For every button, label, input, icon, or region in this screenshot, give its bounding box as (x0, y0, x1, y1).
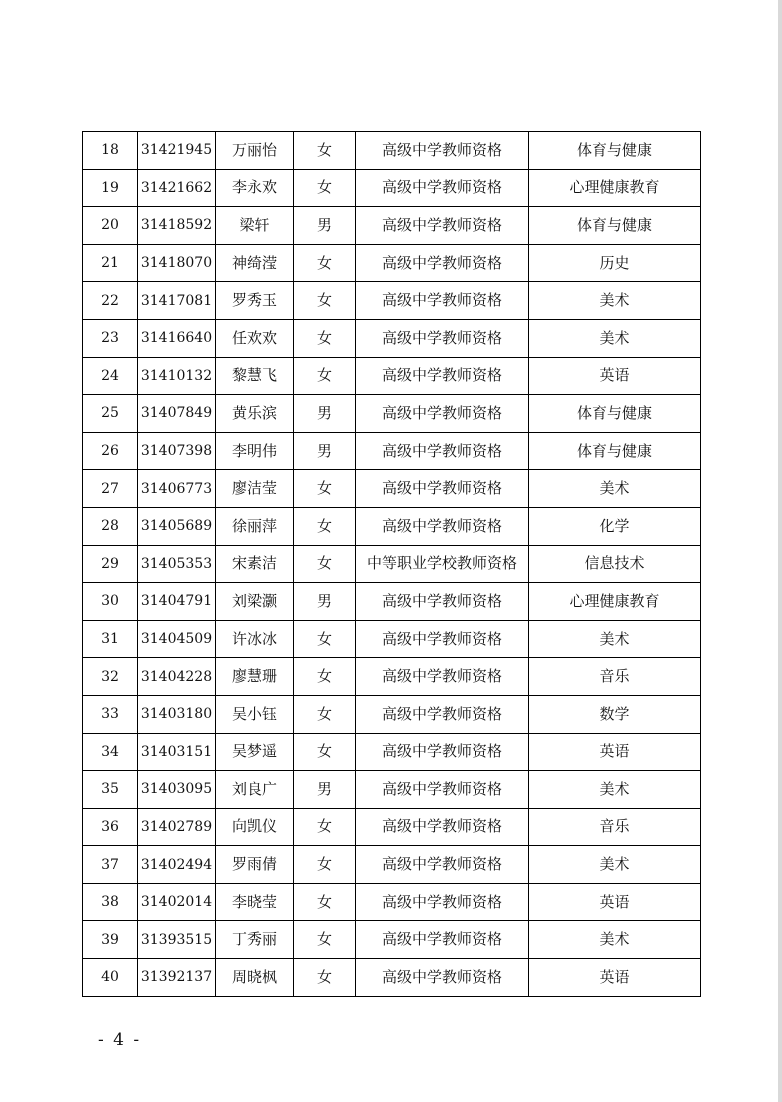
page-number: - 4 - (98, 1030, 142, 1050)
gender-cell: 女 (294, 846, 356, 884)
candidate-id-cell: 31402014 (138, 883, 216, 921)
name-cell: 李明伟 (216, 432, 294, 470)
gender-cell: 女 (294, 620, 356, 658)
qualification-cell: 高级中学教师资格 (356, 583, 529, 621)
table-row (83, 883, 701, 921)
gender-cell: 女 (294, 658, 356, 696)
gender-cell: 女 (294, 169, 356, 207)
row-number-cell: 37 (83, 846, 138, 884)
qualification-cell: 高级中学教师资格 (356, 282, 529, 320)
subject-cell: 美术 (529, 771, 701, 809)
gender-cell: 男 (294, 583, 356, 621)
row-number-cell: 27 (83, 470, 138, 508)
row-number-cell: 38 (83, 883, 138, 921)
candidate-id-cell: 31407398 (138, 432, 216, 470)
gender-cell: 女 (294, 695, 356, 733)
candidate-id-cell: 31403095 (138, 771, 216, 809)
candidate-id-cell: 31418070 (138, 244, 216, 282)
row-number-cell: 30 (83, 583, 138, 621)
table-row (83, 207, 701, 245)
subject-cell: 英语 (529, 959, 701, 997)
subject-cell: 美术 (529, 282, 701, 320)
gender-cell: 女 (294, 244, 356, 282)
name-cell: 任欢欢 (216, 319, 294, 357)
table-row (83, 695, 701, 733)
candidate-id-cell: 31402494 (138, 846, 216, 884)
qualification-cell: 高级中学教师资格 (356, 244, 529, 282)
name-cell: 许冰冰 (216, 620, 294, 658)
subject-cell: 历史 (529, 244, 701, 282)
name-cell: 罗秀玉 (216, 282, 294, 320)
qualification-cell: 高级中学教师资格 (356, 319, 529, 357)
table-row (83, 771, 701, 809)
name-cell: 吴梦遥 (216, 733, 294, 771)
page-edge (778, 0, 782, 1102)
candidate-id-cell: 31403180 (138, 695, 216, 733)
qualification-cell: 高级中学教师资格 (356, 959, 529, 997)
row-number-cell: 33 (83, 695, 138, 733)
qualification-cell: 高级中学教师资格 (356, 207, 529, 245)
name-cell: 黄乐滨 (216, 395, 294, 433)
name-cell: 神绮滢 (216, 244, 294, 282)
row-number-cell: 25 (83, 395, 138, 433)
row-number-cell: 24 (83, 357, 138, 395)
qualification-cell: 高级中学教师资格 (356, 883, 529, 921)
gender-cell: 女 (294, 959, 356, 997)
row-number-cell: 19 (83, 169, 138, 207)
qualification-cell: 高级中学教师资格 (356, 921, 529, 959)
gender-cell: 女 (294, 319, 356, 357)
gender-cell: 女 (294, 545, 356, 583)
subject-cell: 数学 (529, 695, 701, 733)
subject-cell: 英语 (529, 357, 701, 395)
row-number-cell: 36 (83, 808, 138, 846)
qualification-cell: 高级中学教师资格 (356, 132, 529, 170)
gender-cell: 女 (294, 357, 356, 395)
candidate-id-cell: 31417081 (138, 282, 216, 320)
row-number-cell: 21 (83, 244, 138, 282)
table-row (83, 583, 701, 621)
qualification-cell: 高级中学教师资格 (356, 846, 529, 884)
name-cell: 廖慧珊 (216, 658, 294, 696)
table-row (83, 282, 701, 320)
table-row (83, 846, 701, 884)
candidate-id-cell: 31404509 (138, 620, 216, 658)
row-number-cell: 32 (83, 658, 138, 696)
roster-table (82, 131, 701, 997)
gender-cell: 女 (294, 132, 356, 170)
table-row (83, 395, 701, 433)
table-row (83, 470, 701, 508)
candidate-id-cell: 31405689 (138, 507, 216, 545)
qualification-cell: 高级中学教师资格 (356, 470, 529, 508)
qualification-cell: 高级中学教师资格 (356, 395, 529, 433)
qualification-cell: 高级中学教师资格 (356, 432, 529, 470)
candidate-id-cell: 31416640 (138, 319, 216, 357)
subject-cell: 美术 (529, 470, 701, 508)
candidate-id-cell: 31393515 (138, 921, 216, 959)
name-cell: 丁秀丽 (216, 921, 294, 959)
qualification-cell: 高级中学教师资格 (356, 620, 529, 658)
candidate-id-cell: 31418592 (138, 207, 216, 245)
candidate-id-cell: 31421945 (138, 132, 216, 170)
candidate-id-cell: 31407849 (138, 395, 216, 433)
qualification-cell: 高级中学教师资格 (356, 658, 529, 696)
subject-cell: 体育与健康 (529, 395, 701, 433)
candidate-id-cell: 31405353 (138, 545, 216, 583)
table-row (83, 319, 701, 357)
name-cell: 梁轩 (216, 207, 294, 245)
candidate-id-cell: 31392137 (138, 959, 216, 997)
row-number-cell: 20 (83, 207, 138, 245)
row-number-cell: 22 (83, 282, 138, 320)
subject-cell: 英语 (529, 883, 701, 921)
table-row (83, 921, 701, 959)
subject-cell: 英语 (529, 733, 701, 771)
name-cell: 向凯仪 (216, 808, 294, 846)
candidate-id-cell: 31410132 (138, 357, 216, 395)
subject-cell: 体育与健康 (529, 432, 701, 470)
row-number-cell: 31 (83, 620, 138, 658)
qualification-cell: 高级中学教师资格 (356, 169, 529, 207)
gender-cell: 女 (294, 921, 356, 959)
qualification-cell: 高级中学教师资格 (356, 733, 529, 771)
table-row (83, 132, 701, 170)
name-cell: 罗雨倩 (216, 846, 294, 884)
subject-cell: 信息技术 (529, 545, 701, 583)
candidate-id-cell: 31406773 (138, 470, 216, 508)
subject-cell: 心理健康教育 (529, 583, 701, 621)
table-row (83, 507, 701, 545)
gender-cell: 女 (294, 883, 356, 921)
gender-cell: 女 (294, 470, 356, 508)
table-row (83, 545, 701, 583)
row-number-cell: 35 (83, 771, 138, 809)
name-cell: 万丽怡 (216, 132, 294, 170)
subject-cell: 化学 (529, 507, 701, 545)
candidate-id-cell: 31404228 (138, 658, 216, 696)
name-cell: 刘良广 (216, 771, 294, 809)
name-cell: 刘梁灏 (216, 583, 294, 621)
qualification-cell: 高级中学教师资格 (356, 808, 529, 846)
row-number-cell: 23 (83, 319, 138, 357)
row-number-cell: 39 (83, 921, 138, 959)
table-row (83, 733, 701, 771)
row-number-cell: 26 (83, 432, 138, 470)
subject-cell: 音乐 (529, 808, 701, 846)
subject-cell: 体育与健康 (529, 207, 701, 245)
gender-cell: 男 (294, 395, 356, 433)
name-cell: 黎慧飞 (216, 357, 294, 395)
subject-cell: 体育与健康 (529, 132, 701, 170)
table-row (83, 244, 701, 282)
table-row (83, 357, 701, 395)
gender-cell: 男 (294, 771, 356, 809)
qualification-cell: 高级中学教师资格 (356, 507, 529, 545)
subject-cell: 音乐 (529, 658, 701, 696)
candidate-id-cell: 31402789 (138, 808, 216, 846)
name-cell: 李晓莹 (216, 883, 294, 921)
name-cell: 宋素洁 (216, 545, 294, 583)
qualification-cell: 高级中学教师资格 (356, 357, 529, 395)
subject-cell: 美术 (529, 620, 701, 658)
name-cell: 周晓枫 (216, 959, 294, 997)
table-row (83, 658, 701, 696)
subject-cell: 美术 (529, 846, 701, 884)
qualification-cell: 高级中学教师资格 (356, 695, 529, 733)
name-cell: 李永欢 (216, 169, 294, 207)
subject-cell: 美术 (529, 319, 701, 357)
candidate-id-cell: 31404791 (138, 583, 216, 621)
table-row (83, 959, 701, 997)
subject-cell: 美术 (529, 921, 701, 959)
qualification-cell: 中等职业学校教师资格 (356, 545, 529, 583)
row-number-cell: 28 (83, 507, 138, 545)
candidate-id-cell: 31403151 (138, 733, 216, 771)
gender-cell: 女 (294, 282, 356, 320)
row-number-cell: 34 (83, 733, 138, 771)
name-cell: 徐丽萍 (216, 507, 294, 545)
subject-cell: 心理健康教育 (529, 169, 701, 207)
table-row (83, 808, 701, 846)
qualification-cell: 高级中学教师资格 (356, 771, 529, 809)
row-number-cell: 40 (83, 959, 138, 997)
gender-cell: 女 (294, 507, 356, 545)
table-row (83, 432, 701, 470)
candidate-id-cell: 31421662 (138, 169, 216, 207)
name-cell: 吴小钰 (216, 695, 294, 733)
row-number-cell: 29 (83, 545, 138, 583)
gender-cell: 男 (294, 207, 356, 245)
gender-cell: 男 (294, 432, 356, 470)
row-number-cell: 18 (83, 132, 138, 170)
gender-cell: 女 (294, 808, 356, 846)
name-cell: 廖洁莹 (216, 470, 294, 508)
table-row (83, 620, 701, 658)
roster-table-body (83, 132, 701, 997)
gender-cell: 女 (294, 733, 356, 771)
table-row (83, 169, 701, 207)
